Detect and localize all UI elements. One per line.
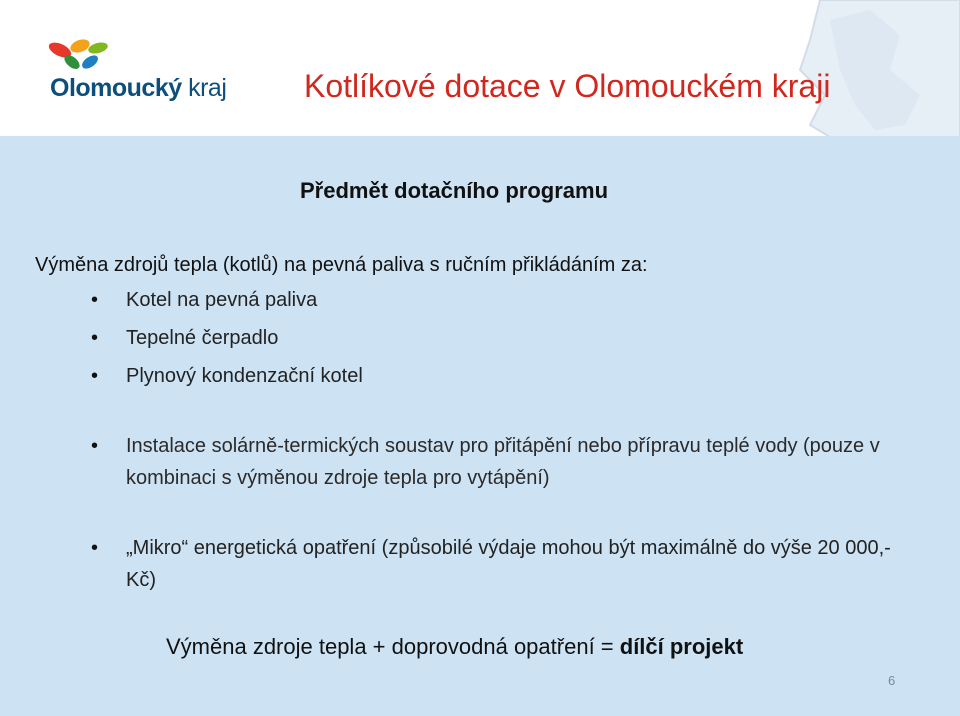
bullet-item: • Instalace solárně-termických soustav pro přitápění nebo přípravu teplé vody (pouze v kombinaci s výměnou zdroje tepla pro vytápění) [126, 430, 896, 494]
bullet-item: • Kotel na pevná paliva [126, 284, 926, 316]
page-number: 6 [888, 673, 896, 688]
summary-emphasis: dílčí projekt [619, 634, 744, 659]
program-subtitle: Předmět dotačního programu [300, 178, 609, 203]
slide-header [0, 0, 960, 136]
bullet-item: • Plynový kondenzační kotel [126, 360, 926, 392]
logo-wordmark [50, 74, 226, 103]
slide-title: Kotlíkové dotace v Olomouckém kraji [304, 68, 831, 104]
intro-text: Výměna zdrojů tepla (kotlů) na pevná paliva s ručním přikládáním za: [35, 254, 648, 276]
logo-suffix: kraj [188, 74, 227, 102]
summary-prefix: Výměna zdroje tepla + doprovodná opatření = [166, 634, 620, 659]
bullet-item: • „Mikro“ energetická opatření (způsobilé výdaje mohou být maximálně do výše 20 000,- Kč) [126, 532, 926, 596]
bullet-item: • Tepelné čerpadlo [126, 322, 926, 354]
logo-word: Olomoucký [50, 74, 182, 102]
slide-body [0, 136, 960, 716]
summary-line [166, 634, 743, 660]
